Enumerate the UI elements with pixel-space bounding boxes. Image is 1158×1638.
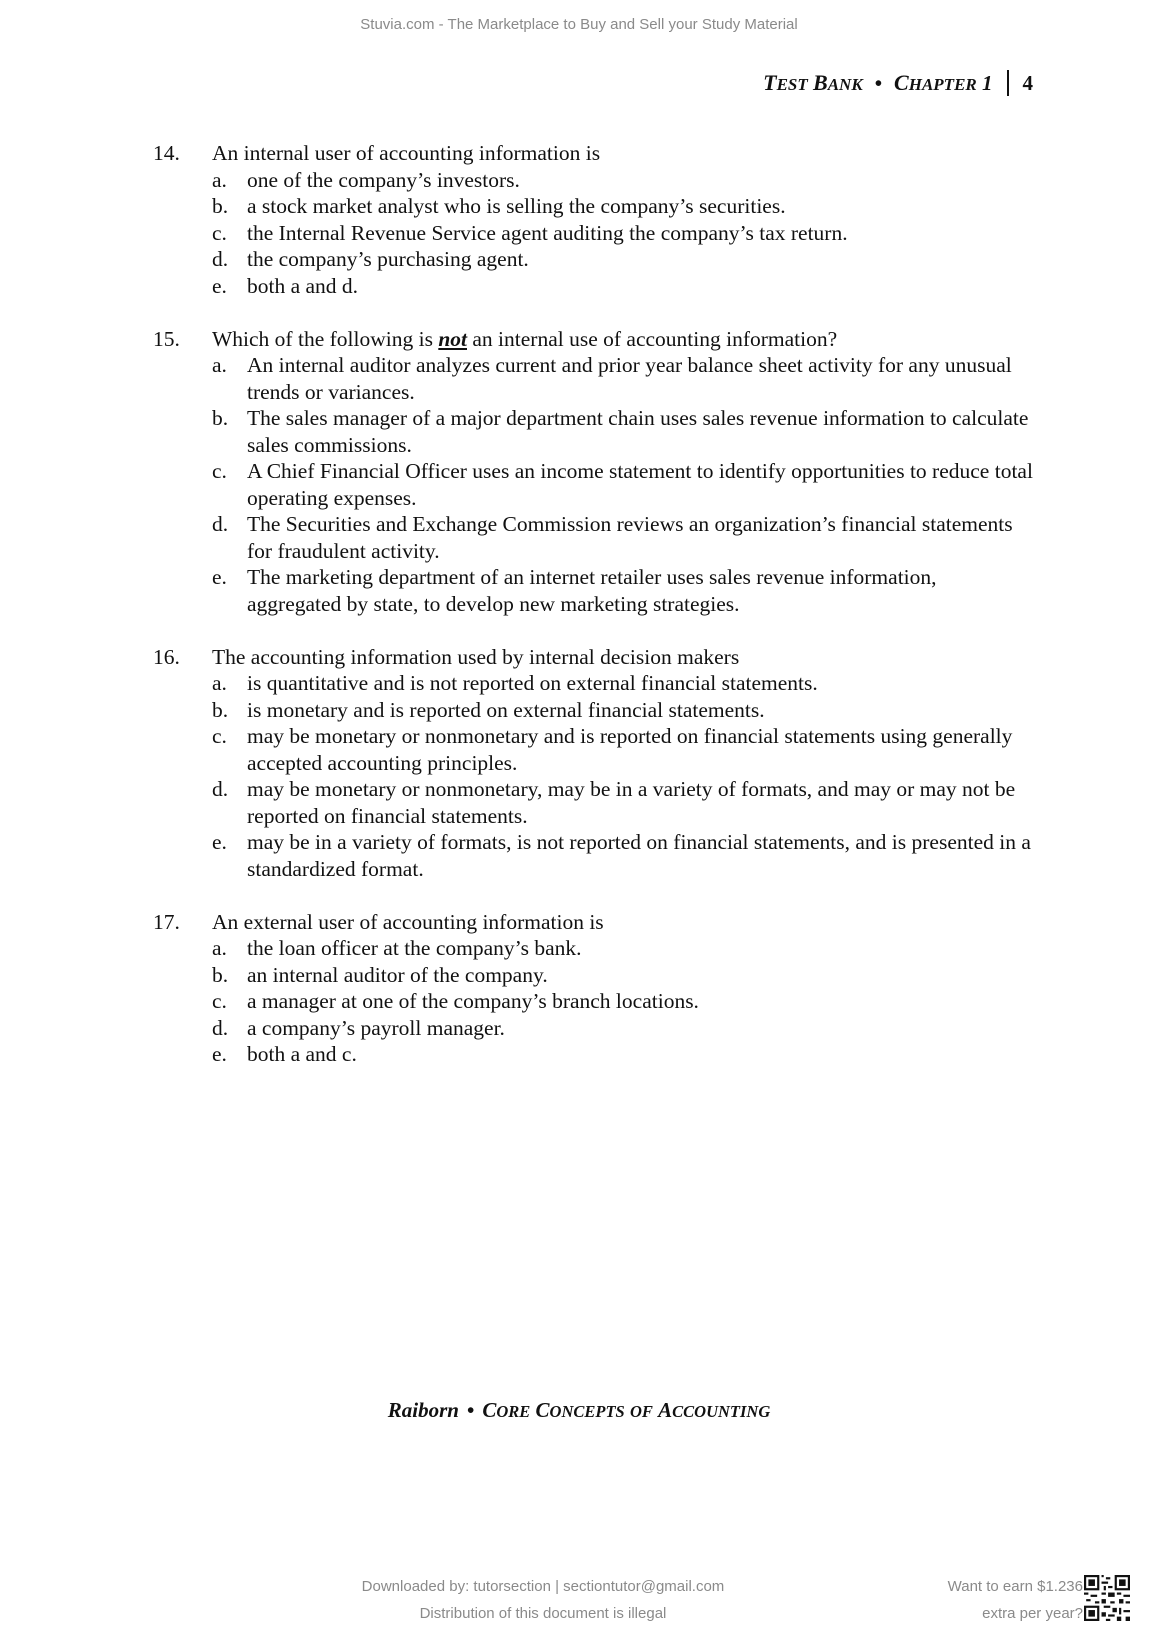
- answer-option: [212, 193, 1033, 220]
- option-text: A Chief Financial Officer uses an income statement to identify opportunities to reduce total operating expenses.: [247, 459, 1033, 510]
- answer-option: [212, 697, 1033, 724]
- question-number: 17.: [153, 909, 180, 934]
- option-letter: e.: [212, 273, 227, 298]
- answer-option: [212, 220, 1033, 247]
- option-letter: b.: [212, 962, 229, 987]
- answer-option: [212, 273, 1033, 300]
- option-text: may be in a variety of formats, is not reported on financial statements, and is presented in a standardized format.: [247, 830, 1031, 881]
- option-text: one of the company’s investors.: [247, 167, 520, 192]
- answer-option: [212, 962, 1033, 989]
- answer-option: [212, 564, 1033, 617]
- answer-option: [212, 246, 1033, 273]
- question-stem: [153, 909, 1033, 936]
- question-number: 16.: [153, 644, 180, 669]
- running-head-chapter: CHAPTER 1: [894, 70, 993, 95]
- option-text: the loan officer at the company’s bank.: [247, 936, 582, 960]
- option-letter: a.: [212, 353, 227, 377]
- option-letter: d.: [212, 777, 229, 801]
- answer-option: [212, 1015, 1033, 1042]
- answer-option: [212, 458, 1033, 511]
- answer-option: [212, 829, 1033, 882]
- answer-option: [212, 988, 1033, 1015]
- question-number: 15.: [153, 326, 180, 351]
- question-number: 14.: [153, 141, 180, 165]
- earn-promo-link-2[interactable]: extra per year?: [982, 1605, 1083, 1622]
- download-info: Downloaded by: tutorsection | sectiontutor@gmail.com: [361, 1578, 725, 1595]
- option-text: An internal auditor analyzes current and prior year balance sheet activity for any unusual trends or variances.: [247, 353, 1012, 404]
- footer-author: Raiborn: [387, 1398, 459, 1422]
- option-letter: e.: [212, 565, 227, 589]
- running-head-divider: [1007, 70, 1009, 96]
- option-text: The sales manager of a major department chain uses sales revenue information to calculate sales commissions.: [247, 406, 1029, 457]
- answer-option: [212, 511, 1033, 564]
- qr-code-icon[interactable]: [1084, 1575, 1130, 1621]
- option-text: the company’s purchasing agent.: [247, 247, 529, 271]
- running-head: [763, 70, 1033, 96]
- option-letter: e.: [212, 830, 227, 854]
- question-17: [153, 909, 1033, 1068]
- option-text: is quantitative and is not reported on external financial statements.: [247, 671, 818, 695]
- emphasis-not: not: [438, 326, 467, 351]
- option-letter: b.: [212, 406, 229, 430]
- answer-option: [212, 776, 1033, 829]
- question-text: Which of the following is not an internal use of accounting information?: [212, 326, 838, 351]
- answer-option: [212, 1041, 1033, 1068]
- question-list: [153, 140, 1033, 1094]
- question-stem: [153, 140, 1033, 167]
- question-text: An internal user of accounting information is: [212, 141, 601, 165]
- option-text: a company’s payroll manager.: [247, 1015, 505, 1040]
- stuvia-watermark: Stuvia.com - The Marketplace to Buy and Sell your Study Material: [360, 16, 798, 33]
- option-text: both a and c.: [247, 1042, 357, 1066]
- option-letter: c.: [212, 989, 227, 1013]
- option-letter: d.: [212, 247, 229, 271]
- option-letter: c.: [212, 220, 227, 245]
- option-text: both a and d.: [247, 273, 359, 298]
- book-footer-title: Raiborn • CORE CONCEPTS OF ACCOUNTING: [387, 1398, 771, 1422]
- option-letter: b.: [212, 194, 229, 218]
- distribution-notice: Distribution of this document is illegal: [419, 1605, 667, 1622]
- option-text: is monetary and is reported on external financial statements.: [247, 697, 765, 722]
- running-head-bullet: •: [874, 70, 883, 95]
- option-letter: b.: [212, 697, 229, 722]
- question-16: [153, 644, 1033, 883]
- option-letter: a.: [212, 936, 227, 960]
- question-stem: [153, 644, 1033, 671]
- question-text: An external user of accounting information is: [212, 909, 604, 934]
- option-text: may be monetary or nonmonetary and is reported on financial statements using generally accepted accounting principles.: [247, 724, 1013, 775]
- option-letter: c.: [212, 459, 227, 483]
- question-text: The accounting information used by internal decision makers: [212, 644, 740, 669]
- question-stem: [153, 326, 1033, 353]
- option-letter: e.: [212, 1042, 227, 1066]
- option-letter: a.: [212, 167, 227, 192]
- option-letter: c.: [212, 724, 227, 748]
- option-text: The Securities and Exchange Commission reviews an organization’s financial statements for fraudulent activity.: [247, 512, 1013, 563]
- option-letter: d.: [212, 512, 229, 536]
- footer-bullet: •: [466, 1398, 475, 1422]
- running-head-test: TEST: [763, 70, 808, 95]
- earn-promo-link[interactable]: Want to earn $1.236: [947, 1578, 1083, 1595]
- option-letter: a.: [212, 671, 227, 695]
- option-text: an internal auditor of the company.: [247, 962, 548, 987]
- answer-option: [212, 167, 1033, 194]
- answer-option: [212, 352, 1033, 405]
- option-text: a stock market analyst who is selling the company’s securities.: [247, 194, 786, 218]
- question-14: [153, 140, 1033, 299]
- option-text: the Internal Revenue Service agent auditing the company’s tax return.: [247, 220, 848, 245]
- answer-option: [212, 405, 1033, 458]
- option-letter: d.: [212, 1015, 229, 1040]
- question-15: [153, 326, 1033, 618]
- option-text: The marketing department of an internet retailer uses sales revenue information, aggregated by state, to develop new marketing strategies.: [247, 565, 937, 616]
- answer-option: [212, 935, 1033, 962]
- answer-option: [212, 723, 1033, 776]
- answer-option: [212, 670, 1033, 697]
- page-number: 4: [1022, 70, 1033, 95]
- running-head-bank: BANK: [813, 70, 863, 95]
- option-text: a manager at one of the company’s branch locations.: [247, 989, 699, 1013]
- option-text: may be monetary or nonmonetary, may be in a variety of formats, and may or may not be reported on financial statements.: [247, 777, 1016, 828]
